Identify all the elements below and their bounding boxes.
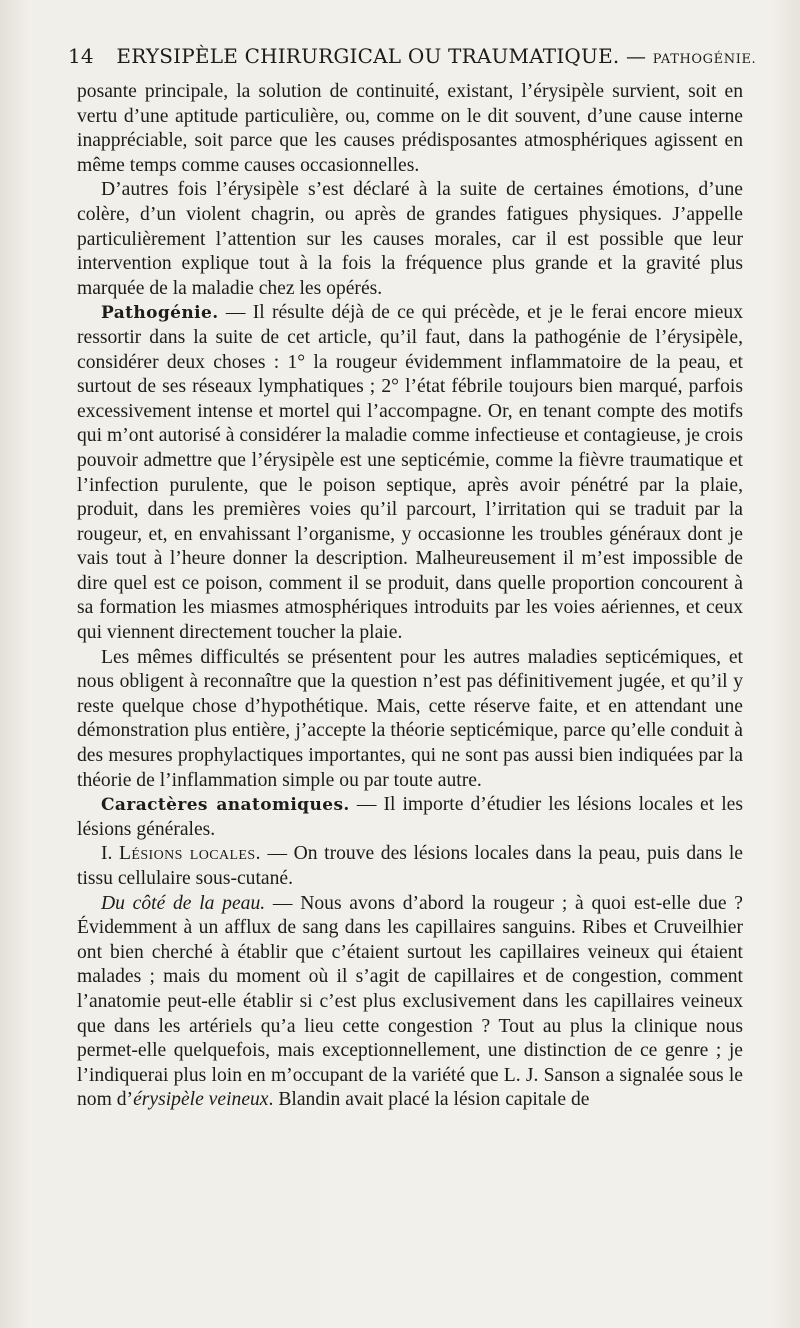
- section-title: PATHOGÉNIE.: [652, 52, 757, 67]
- paragraph-difficultes: Les mêmes difficultés se présentent pour les autres maladies septicémiques, et nous obligent à reconnaître que la question n’est pas définitivement jugée, et qu’il y reste quelque chose d’hypothétique. Mais, cette réserve faite, et en attendant une démonstration plus entière, j’accepte la théorie septicémique, parce qu’elle conduit à des mesures prophylactiques importantes, qui ne sont pas aussi bien indiquées par la théorie de l’inflammation simple ou par toute autre.: [77, 646, 743, 791]
- paragraph-peau: [77, 892, 743, 1113]
- paragraph-emotions: D’autres fois l’érysipèle s’est déclaré à la suite de certaines émotions, d’une colère, d’un violent chagrin, ou après de grandes fatigues physiques. J’appelle particulièrement l’attention sur les causes morales, car il est possible que leur intervention explique tout à la fois la fréquence plus grande et la gravité plus marquée de la maladie chez les opérés.: [77, 179, 743, 299]
- lesions-number: I.: [101, 843, 113, 865]
- paragraph-caracteres: [77, 793, 743, 842]
- pathogenie-heading: Pathogénie.: [101, 303, 219, 324]
- lesions-text: — On trouve des lésions locales dans la peau, puis dans le tissu cellulaire sous-cutané.: [77, 843, 743, 889]
- peau-term: érysipèle veineux: [133, 1089, 269, 1111]
- paragraph-continuation: posante principale, la solution de continuité, existant, l’érysipèle survient, soit en vertu d’une aptitude particulière, ou, comme on le dit souvent, d’une cause interne inappréciable, soit parce que les causes prédisposantes atmosphériques agissent en même temps comme causes occasionnelles.: [77, 81, 743, 176]
- page-number: 14: [68, 44, 94, 68]
- running-header: [68, 44, 757, 68]
- header-separator: —: [626, 44, 647, 68]
- peau-text-1: — Nous avons d’abord la rougeur ; à quoi est-elle due ? Évidemment à un afflux de sang dans les capillaires sanguins. Ribes et Cruveilhier ont bien cherché à établir que c’étaient surtout les capillaires veineux qui étaient malades ; mais du moment où il s’agit de capillaires et de congestion, comment l’anatomie peut-elle établir si c’est plus exclusivement dans les capillaires veineux que dans les artériels qu’a lieu cette congestion ? Tout au plus la clinique nous permet-elle quelquefois, mais exceptionnellement, une distinction de ce genre ; je l’indiquerai plus loin en m’occupant de la variété que L. J. Sanson a signalée sous le nom d’: [77, 892, 743, 1111]
- lesions-label: Lésions locales.: [119, 843, 261, 865]
- running-title: ERYSIPÈLE CHIRURGICAL OU TRAUMATIQUE.: [116, 44, 620, 68]
- paragraph-lesions-locales: [77, 842, 743, 891]
- paragraph-pathogenie: [77, 301, 743, 645]
- peau-text-2: . Blandin avait placé la lésion capitale de: [268, 1089, 590, 1111]
- peau-label: Du côté de la peau.: [101, 892, 266, 914]
- pathogenie-text: — Il résulte déjà de ce qui précède, et je le ferai encore mieux ressortir dans la suite de cet article, qu’il faut, dans la pathogénie de l’érysipèle, considérer deux choses : 1° la rougeur évidemment inflammatoire de la peau, et surtout de ses réseaux lymphatiques ; 2° l’état fébrile toujours bien marqué, parfois excessivement intense et mortel qui l’accompagne. Or, en tenant compte des motifs qui m’ont autorisé à considérer la maladie comme infectieuse et contagieuse, je crois pouvoir admettre que l’érysipèle est une septicémie, comme la fièvre traumatique et l’infection purulente, que le poison septique, après avoir pénétré par la plaie, produit, dans les premières voies qu’il parcourt, l’irritation qui se traduit par la rougeur, et, en envahissant l’organisme, y occasionne les troubles généraux dont je vais tout à l’heure donner la description. Malheureusement il m’est impossible de dire quel est ce poison, comment il se produit, dans quelle proportion concourent à sa formation les miasmes atmosphériques introduits par les voies aériennes, et ceux qui viennent directement toucher la plaie.: [77, 302, 743, 644]
- caracteres-heading: Caractères anatomiques.: [101, 795, 350, 816]
- body-text: [77, 80, 743, 1113]
- caracteres-text: — Il importe d’étudier les lésions locales et les lésions générales.: [77, 794, 744, 840]
